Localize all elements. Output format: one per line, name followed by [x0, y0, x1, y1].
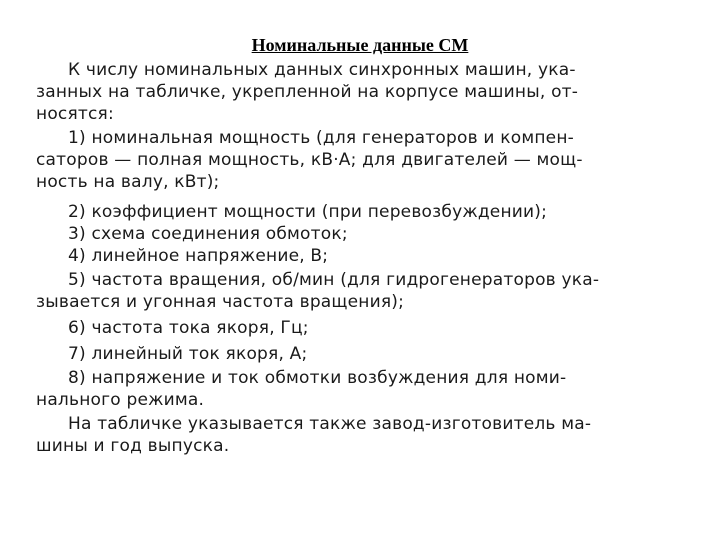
text-line: К числу номинальных данных синхронных машин, ука-	[68, 60, 576, 80]
text-line: носятся:	[36, 104, 114, 124]
text-line: занных на табличке, укрепленной на корпусе машины, от-	[36, 82, 579, 102]
text-line: ность на валу, кВт);	[36, 172, 220, 192]
list-item: 8) напряжение и ток обмотки возбуждения для номи-	[68, 368, 567, 388]
text-line: саторов — полная мощность, кВ·А; для двигателей — мощ-	[36, 150, 583, 170]
list-item: 3) схема соединения обмоток;	[68, 224, 348, 244]
text-line: нального режима.	[36, 390, 205, 410]
slide-title: Номинальные данные СМ	[251, 35, 469, 55]
list-item: 4) линейное напряжение, В;	[68, 246, 329, 266]
list-item: 2) коэффициент мощности (при перевозбуждении);	[68, 202, 548, 222]
text-line: На табличке указывается также завод-изготовитель ма-	[68, 414, 592, 434]
text-line: зывается и угонная частота вращения);	[36, 292, 405, 312]
list-item: 6) частота тока якоря, Гц;	[68, 318, 309, 338]
scanned-text-block	[36, 60, 696, 460]
text-line: шины и год выпуска.	[36, 436, 230, 456]
list-item: 7) линейный ток якоря, А;	[68, 344, 308, 364]
list-item: 5) частота вращения, об/мин (для гидрогенераторов ука-	[68, 270, 600, 290]
list-item: 1) номинальная мощность (для генераторов и компен-	[68, 128, 574, 148]
